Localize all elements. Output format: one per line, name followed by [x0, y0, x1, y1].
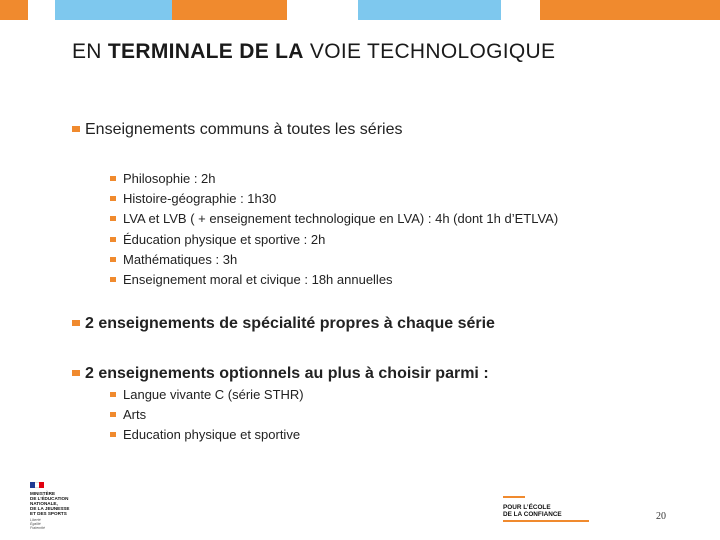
- french-flag-icon: [30, 482, 44, 488]
- bullet-square-icon: [72, 320, 80, 326]
- logo-line: [503, 496, 525, 498]
- page-number: 20: [656, 511, 666, 522]
- section-heading-text: 2 enseignements optionnels au plus à choisir parmi :: [85, 365, 489, 382]
- republic-motto: [30, 518, 90, 530]
- ministry-text: MINISTÈRE: [30, 491, 56, 496]
- list-item: [110, 169, 558, 189]
- list-item: [110, 405, 304, 425]
- bullet-square-icon: [110, 392, 116, 397]
- list-item: [110, 250, 558, 270]
- list-item-text: Philosophie : 2h: [123, 171, 216, 186]
- list-item: [110, 425, 304, 445]
- top-bar-segment: [172, 0, 287, 20]
- list-item-text: Langue vivante C (série STHR): [123, 387, 304, 402]
- motto-line: Liberté: [30, 518, 41, 522]
- list-item: [110, 385, 304, 405]
- bullet-square-icon: [110, 176, 116, 181]
- list-item-text: Education physique et sportive: [123, 427, 301, 443]
- common-subjects-list: [110, 169, 558, 290]
- section-heading-common: [72, 121, 402, 139]
- ministry-logo: [30, 482, 90, 530]
- ecole-text: DE LA CONFIANCE: [503, 511, 562, 518]
- section-heading-optional: [72, 365, 489, 383]
- list-item-text: Arts: [123, 407, 147, 423]
- title-part: EN: [72, 40, 108, 63]
- top-bar-segment: [358, 0, 501, 20]
- list-item-text: Histoire-géographie : 1h30: [123, 191, 277, 207]
- ministry-text: DE LA JEUNESSE: [30, 506, 70, 511]
- bullet-square-icon: [110, 216, 116, 221]
- bullet-square-icon: [110, 412, 116, 417]
- top-bar-segment: [540, 0, 720, 20]
- list-item: [110, 209, 558, 229]
- top-bar-segment: [55, 0, 172, 20]
- list-item-text: Éducation physique et sportive : 2h: [123, 231, 326, 247]
- ministry-text: ET DES SPORTS: [30, 511, 67, 516]
- bullet-square-icon: [110, 257, 116, 262]
- bullet-square-icon: [110, 432, 116, 437]
- ministry-text: NATIONALE,: [30, 501, 58, 506]
- ecole-text: POUR L’ÉCOLE: [503, 504, 551, 511]
- list-item: [110, 230, 558, 250]
- bullet-square-icon: [72, 370, 80, 376]
- section-heading-text: 2 enseignements de spécialité propres à chaque série: [85, 315, 495, 332]
- list-item-text: LVA et LVB ( + enseignement technologique en LVA) : 4h (dont 1h d’ETLVA): [123, 211, 559, 227]
- title-part: VOIE TECHNOLOGIQUE: [303, 40, 556, 63]
- ministry-text: DE L’ÉDUCATION: [30, 496, 69, 501]
- list-item-text: Enseignement moral et civique : 18h annuelles: [123, 271, 393, 287]
- motto-line: Fraternité: [30, 526, 45, 530]
- top-bar-segment: [0, 0, 28, 20]
- bullet-square-icon: [110, 237, 116, 242]
- list-item: [110, 270, 558, 290]
- slide-title: [72, 40, 555, 64]
- list-item: [110, 189, 558, 209]
- title-part-bold: TERMINALE DE LA: [107, 40, 304, 63]
- ecole-confiance-logo: [503, 496, 589, 522]
- logo-line: [503, 520, 589, 522]
- motto-line: Égalité: [30, 522, 41, 526]
- optional-subjects-list: [110, 385, 304, 446]
- section-heading-specialty: [72, 315, 495, 333]
- bullet-square-icon: [72, 126, 80, 132]
- bullet-square-icon: [110, 277, 116, 282]
- bullet-square-icon: [110, 196, 116, 201]
- list-item-text: Mathématiques : 3h: [123, 251, 238, 267]
- section-heading-text: Enseignements communs à toutes les séries: [85, 121, 403, 138]
